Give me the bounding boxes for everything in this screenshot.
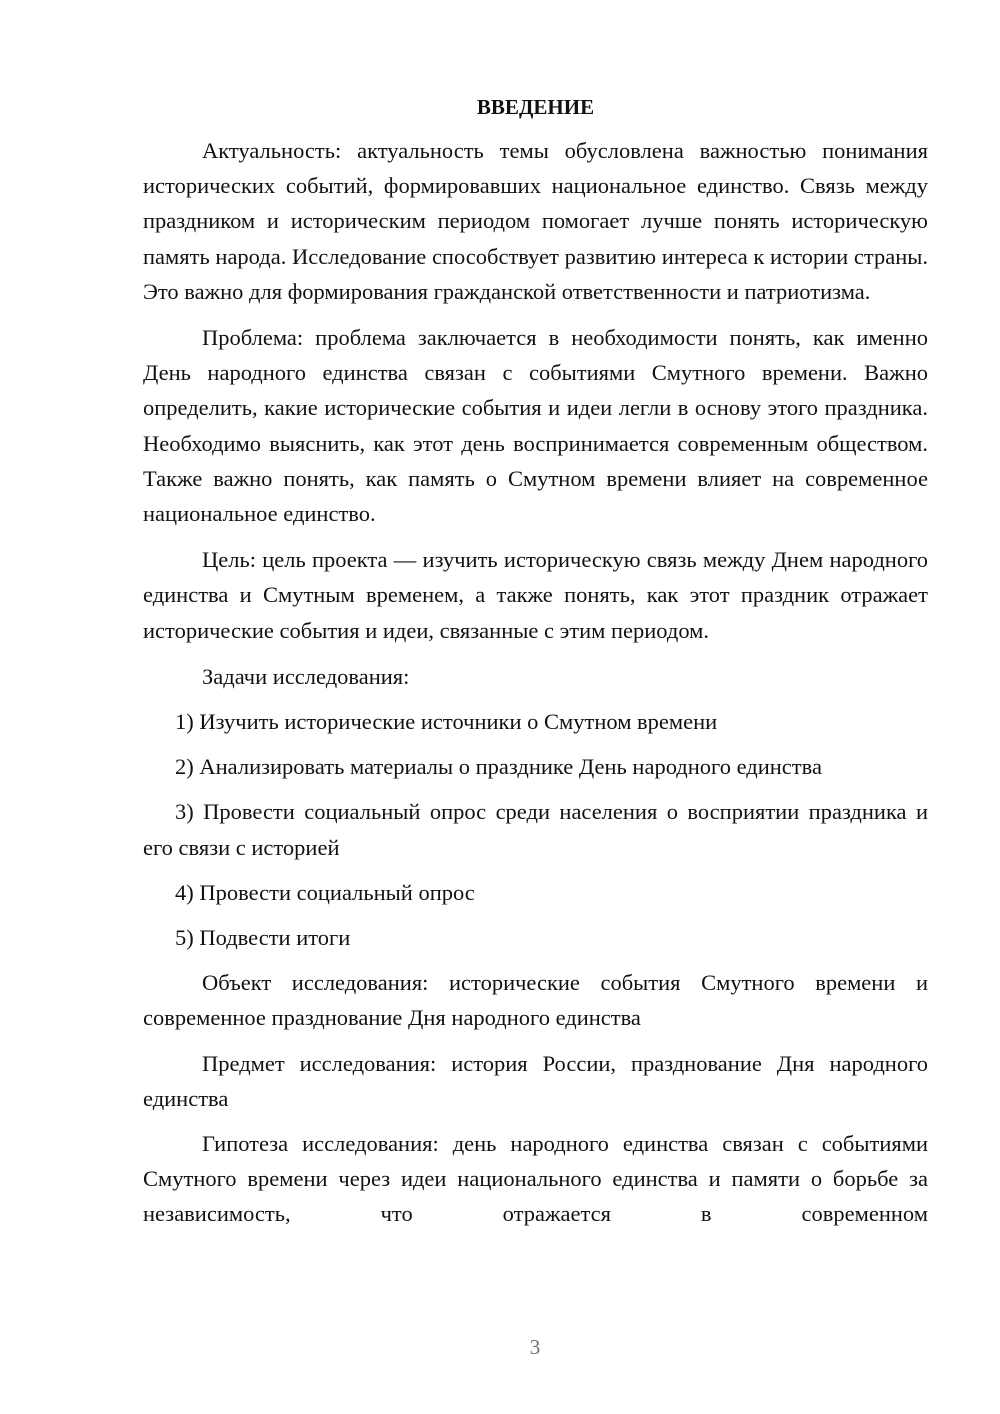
list-item: 3) Провести социальный опрос среди населения о восприятии праздника и его связи с историей (143, 799, 928, 860)
list-item: 1) Изучить исторические источники о Смутном времени (175, 709, 718, 735)
page-number: 3 (529, 1335, 541, 1359)
paragraph-object: Объект исследования: исторические события Смутного времени и современное празднование Дня народного единства (143, 970, 928, 1031)
tasks-heading: Задачи исследования: (202, 663, 410, 689)
paragraph-goal: Цель: цель проекта — изучить историческую связь между Днем народного единства и Смутным временем, а также понять, как этот праздник отражает исторические события и идеи, связанные с этим периодом. (143, 547, 928, 643)
paragraph-hypothesis: Гипотеза исследования: день народного единства связан с событиями Смутного времени через идеи национального единства и памяти о борьбе за независимость, что отражается в современном (143, 1131, 928, 1227)
paragraph-relevance: Актуальность: актуальность темы обусловлена важностью понимания исторических событий, формировавших национальное единство. Связь между праздником и историческим периодом помогает лучше понять историческую память народа. Исследование способствует развитию интереса к истории страны. Это важно для формирования гражданской ответственности и патриотизма. (143, 138, 928, 304)
paragraph-problem: Проблема: проблема заключается в необходимости понять, как именно День народного единства связан с событиями Смутного времени. Важно определить, какие исторические события и идеи легли в основу этого праздника. Необходимо выяснить, как этот день воспринимается современным обществом. Также важно понять, как память о Смутном времени влияет на современное национальное единство. (143, 325, 928, 527)
paragraph-subject: Предмет исследования: история России, празднование Дня народного единства (143, 1050, 928, 1111)
list-item: 2) Анализировать материалы о празднике День народного единства (175, 754, 822, 780)
list-item: 4) Провести социальный опрос (175, 879, 475, 905)
document-page (143, 90, 928, 1232)
page-title: ВВЕДЕНИЕ (476, 95, 595, 119)
list-item: 5) Подвести итоги (175, 925, 351, 951)
